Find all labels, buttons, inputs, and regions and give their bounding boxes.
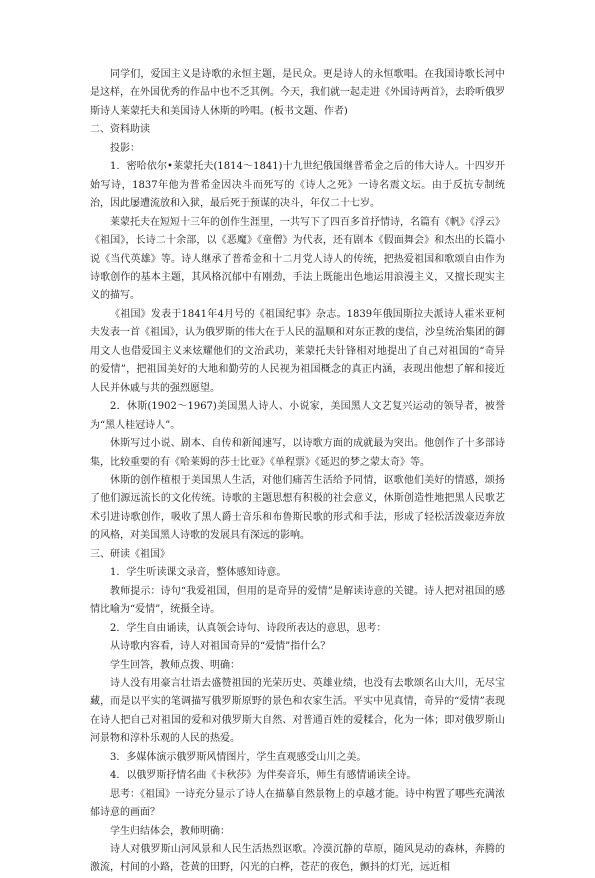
step-3-paragraph: 3．多媒体演示俄罗斯风情图片，学生直观感受山川之美。	[110, 751, 367, 763]
projection-label: 投影：	[110, 142, 140, 154]
answer-intro-paragraph: 学生回答，教师点拨、明确：	[110, 659, 240, 671]
hughes-style-paragraph: 休斯的创作植根于美国黑人生活，对他们痛苦生活给予同情，讴歌他们美好的情感，颂扬了他们源远流长的文化传统。诗歌的主题思想有积极的社会意义，休斯创造性地把黑人民歌艺术引进诗歌创作，吸收了黑人爵士音乐和布鲁斯民歌的形式和手法，形成了轻松活泼豪迈奔放的风格，对美国黑人诗歌的发展具有深远的影响。	[90, 474, 505, 542]
teacher-hint-paragraph: 教师提示：诗句“我爱祖国，但用的是奇异的爱情”是解读诗意的关键。诗人把对祖国的感情比喻为“爱情”，统摄全诗。	[90, 585, 505, 616]
step-2-paragraph: 2．学生自由诵读，认真领会诗句、诗段所表达的意思，思考：	[110, 622, 387, 634]
think-question-paragraph: 思考：《祖国》一诗充分显示了诗人在描摹自然景物上的卓越才能。诗中构置了哪些充满浓郁诗意的画面？	[90, 788, 505, 819]
hughes-works-paragraph: 休斯写过小说、剧本、自传和新闻速写，以诗歌方面的成就最为突出。他创作了十多部诗集，比较重要的有《哈莱姆的莎士比亚》《单程票》《延迟的梦之蒙太奇》等。	[90, 438, 505, 468]
lermontov-bio-paragraph: 1．密哈依尔•莱蒙托夫(1814～1841)十九世纪俄国继普希金之后的伟大诗人。十四岁开始写诗，1837年他为普希金因决斗而死写的《诗人之死》一诗名震文坛。由于反抗专制统治，因此屡遭流放和入狱，最后死于预谋的决斗，年仅二十七岁。	[90, 161, 505, 210]
section-heading-study-motherland: 三、研读《祖国》	[90, 548, 170, 560]
lermontov-works-paragraph: 莱蒙托夫在短短十三年的创作生涯里，一共写下了四百多首抒情诗，名篇有《帆》《浮云》《祖国》，长诗二十余部，以《恶魔》《童僧》为代表，还有剧本《假面舞会》和杰出的长篇小说《当代英雄》等。诗人继承了普希金和十二月党人诗人的传统，把热爱祖国和歌颂自由作为诗歌创作的基本主题，其风格沉郁中有刚劲，手法上既能出色地运用浪漫主义，又擅长现实主义的描写。	[90, 216, 505, 302]
step-4-paragraph: 4．以俄罗斯抒情名曲《卡秋莎》为伴奏音乐，师生有感情诵读全诗。	[110, 770, 417, 782]
step-1-paragraph: 1．学生听读课文录音，整体感知诗意。	[110, 567, 287, 579]
answer-paragraph: 诗人没有用豪言壮语去盛赞祖国的光荣历史、英雄业绩，也没有去歌颂名山大川，无尽宝藏，而是以平实的笔调描写俄罗斯原野的景色和农家生活。平实中见真情，奇异的“爱情”表现在诗人把自己对祖国的爱和对俄罗斯大自然、对普通百姓的爱糅合，化为一体；即对俄罗斯山河景物和淳朴乐观的人民的热爱。	[90, 677, 505, 745]
hughes-bio-paragraph: 2．休斯(1902～1967)美国黑人诗人、小说家，美国黑人文艺复兴运动的领导者，被誉为“黑人桂冠诗人”。	[90, 401, 505, 431]
document-page	[90, 66, 505, 878]
motherland-background-paragraph: 《祖国》发表于1841年4月号的《祖国纪事》杂志。1839年俄国斯拉夫派诗人霍米亚柯夫发表一首《祖国》，认为俄罗斯的伟大在于人民的温顺和对东正教的虔信，沙皇统治集团的御用文人也借爱国主义来炫耀他们的文治武功，莱蒙托夫针锋相对地提出了自己对祖国的“奇异的爱情”，把祖国美好的大地和勤劳的人民视为祖国概念的真正内涵，表现出他想了解和接近人民并休戚与共的强烈愿望。	[90, 308, 505, 394]
intro-paragraph: 同学们，爱国主义是诗歌的永恒主题，是民众。更是诗人的永恒歌唱。在我国诗歌长河中是这样，在外国优秀的作品中也不乏其例。今天，我们就一起走进《外国诗两首》，去聆听俄罗斯诗人莱蒙托夫和美国诗人休斯的吟唱。(板书文题、作者)	[90, 69, 505, 117]
question-paragraph: 从诗歌内容看，诗人对祖国奇异的“爱情”指什么？	[110, 641, 331, 653]
summary-intro-paragraph: 学生归结体会，教师明确：	[110, 825, 230, 837]
summary-paragraph: 诗人对俄罗斯山河风景和人民生活热烈讴歌。冷漠沉静的草原，随风晃动的森林，奔腾的激流，村间的小路，苍黄的田野，闪光的白桦，苍茫的夜色，颤抖的灯光，远近相	[90, 844, 505, 874]
section-heading-reading-materials: 二、资料助读	[90, 124, 150, 136]
